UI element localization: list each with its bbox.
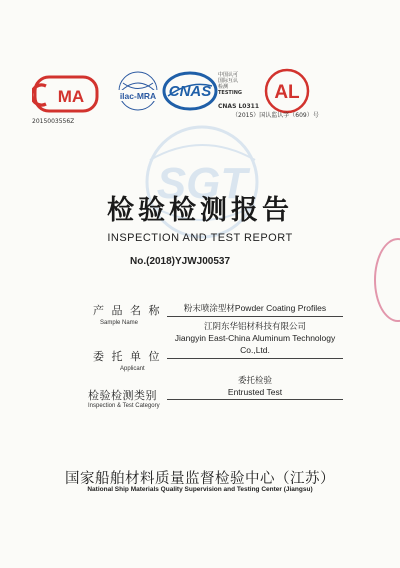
- edge-seal-stamp: [374, 238, 400, 322]
- svg-text:AL: AL: [274, 82, 300, 103]
- cnas-testing: TESTING: [218, 90, 242, 96]
- cnas-cn-line3: 检测: [218, 84, 229, 90]
- issuer-name-cn: 国家船舶材料质量监督检验中心（江苏）: [65, 471, 335, 487]
- al-seal-logo: [262, 66, 312, 116]
- test-category-label: 检验检测类别: [88, 389, 157, 402]
- applicant-underline: [167, 358, 343, 359]
- al-approval: （2015）国认监认字（609）号: [232, 112, 319, 119]
- applicant-label-en: Applicant: [120, 366, 145, 372]
- applicant-value-cn: 江阴东华铝材科技有限公司: [203, 321, 306, 331]
- sample-name-value: 粉末喷涂型材Powder Coating Profiles: [183, 303, 327, 313]
- test-category-label-en: Inspection & Test Category: [88, 403, 160, 409]
- sample-name-label: 产 品 名 称: [93, 304, 162, 317]
- applicant-value-en-1: Jiangyin East-China Aluminum Technology: [174, 333, 336, 343]
- sample-name-underline: [167, 316, 343, 317]
- cnas-logo: [160, 66, 220, 116]
- report-title-en: INSPECTION AND TEST REPORT: [107, 232, 293, 244]
- issuer-name-en: National Ship Materials Quality Supervision and Testing Center (Jiangsu): [87, 486, 313, 493]
- report-title-cn: 检验检测报告: [107, 195, 293, 226]
- cma-number: 2015003556Z: [32, 118, 75, 125]
- svg-text:SGT: SGT: [156, 159, 248, 208]
- cnas-cn-line2: 国际互认: [218, 78, 239, 84]
- sample-name-label-en: Sample Name: [100, 320, 139, 326]
- svg-text:MA: MA: [57, 87, 85, 106]
- applicant-label: 委 托 单 位: [93, 350, 162, 363]
- cnas-cn-line1: 中国认可: [218, 72, 239, 78]
- cma-logo: [32, 74, 100, 116]
- test-category-value-cn: 委托检验: [237, 375, 272, 385]
- test-category-underline: [167, 399, 343, 400]
- applicant-value-en-2: Co.,Ltd.: [240, 345, 270, 355]
- svg-text:ilac-MRA: ilac-MRA: [119, 91, 157, 101]
- cnas-code: CNAS L0311: [218, 103, 260, 110]
- ilac-mra-logo: [113, 66, 163, 116]
- test-category-value-en: Entrusted Test: [227, 387, 283, 397]
- report-number: No.(2018)YJWJ00537: [130, 256, 231, 267]
- accreditation-logos: [0, 0, 400, 140]
- svg-text:CNAS: CNAS: [168, 83, 212, 100]
